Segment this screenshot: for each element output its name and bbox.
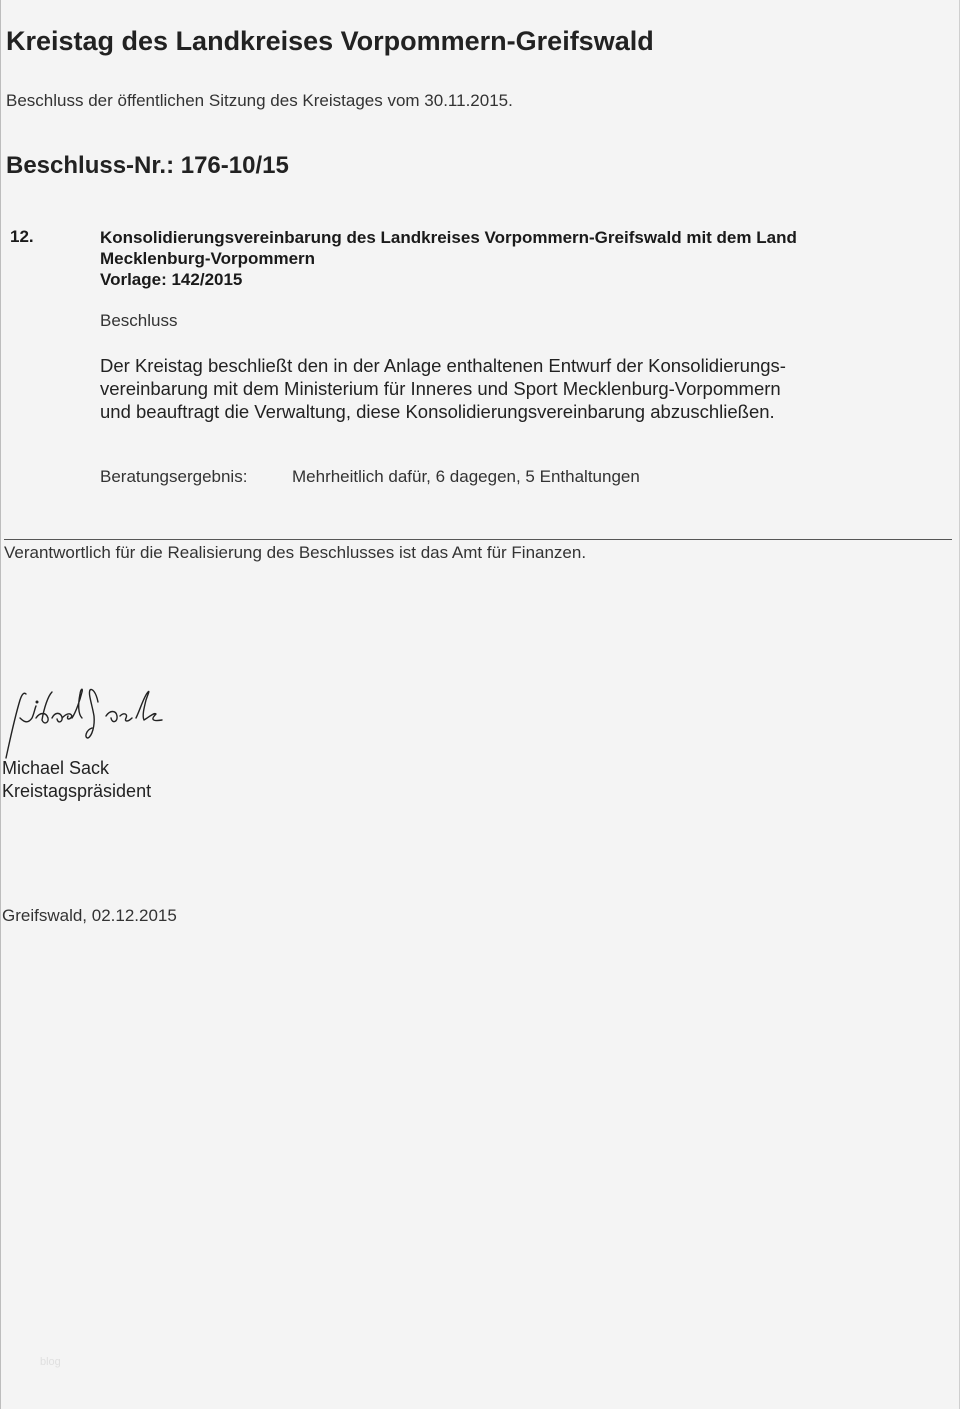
agenda-item-title-line: Mecklenburg-Vorpommern [100, 249, 316, 268]
signer-name: Michael Sack [2, 758, 110, 778]
place-and-date: Greifswald, 02.12.2015 [2, 906, 177, 925]
document-title: Kreistag des Landkreises Vorpommern-Greifswald [6, 26, 654, 56]
handwritten-signature [2, 678, 177, 760]
watermark: blog [40, 1356, 61, 1368]
result-label: Beratungsergebnis: [100, 467, 248, 486]
session-subtitle: Beschluss der öffentlichen Sitzung des Kreistages vom 30.11.2015. [6, 91, 513, 110]
agenda-item-reference: Vorlage: 142/2015 [100, 270, 243, 289]
section-divider [4, 539, 952, 540]
decision-text-line: Der Kreistag beschließt den in der Anlage enthaltenen Entwurf der Konsolidierungs- [100, 355, 786, 376]
result-value: Mehrheitlich dafür, 6 dagegen, 5 Enthaltungen [292, 467, 640, 486]
page-edge-left [0, 0, 1, 1409]
agenda-item-title [100, 227, 900, 290]
decision-text-line: vereinbarung mit dem Ministerium für Inneres und Sport Mecklenburg-Vorpommern [100, 378, 781, 399]
section-label: Beschluss [100, 311, 178, 330]
signer-role: Kreistagspräsident [2, 781, 152, 801]
decision-text [100, 354, 870, 423]
agenda-item-number: 12. [10, 227, 34, 246]
agenda-item-title-line: Konsolidierungsvereinbarung des Landkreises Vorpommern-Greifswald mit dem Land [100, 228, 797, 247]
responsibility-note: Verantwortlich für die Realisierung des Beschlusses ist das Amt für Finanzen. [4, 543, 587, 562]
decision-number: Beschluss-Nr.: 176-10/15 [6, 152, 289, 179]
decision-text-line: und beauftragt die Verwaltung, diese Konsolidierungsvereinbarung abzuschließen. [100, 401, 775, 422]
